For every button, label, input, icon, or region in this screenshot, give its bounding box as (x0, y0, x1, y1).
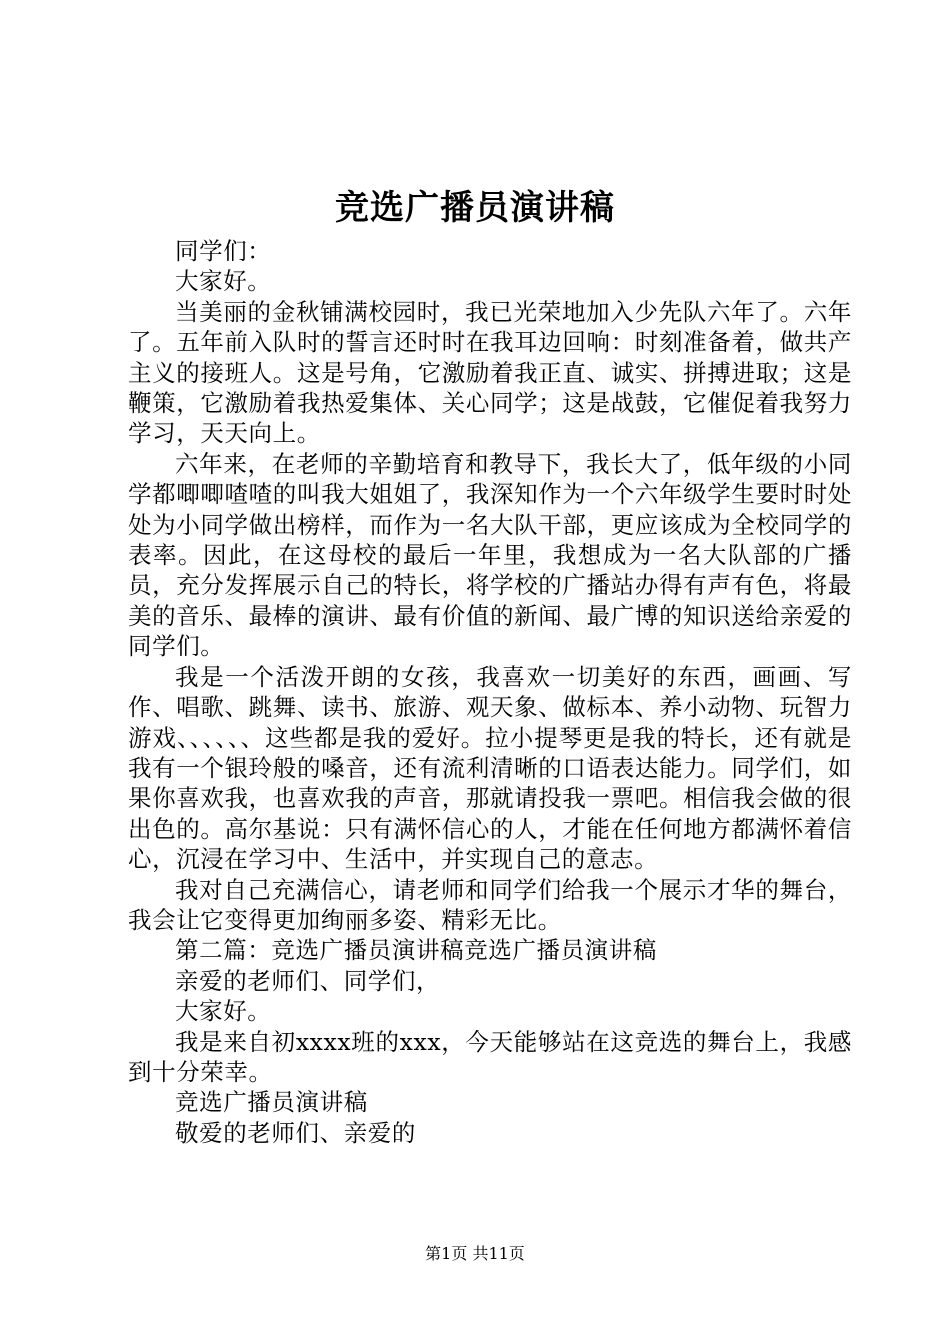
document-body (128, 236, 852, 1148)
paragraph: 大家好。 (175, 997, 272, 1026)
paragraph: 我是一个活泼开朗的女孩，我喜欢一切美好的东西，画画、写作、唱歌、跳舞、读书、旅游、观天象、做标本、养小动物、玩智力游戏、、、、、、这些都是我的爱好。拉小提琴更是我的特长，还有就是我有一个银玲般的嗓音，还有流利清晰的口语表达能力。同学们，如果你喜欢我，也喜欢我的声音，那就请投我一票吧。相信我会做的很出色的。高尔基说：只有满怀信心的人，才能在任何地方都满怀着信心，沉浸在学习中、生活中，并实现自己的意志。 (128, 662, 852, 874)
document-title: 竞选广播员演讲稿 (335, 188, 615, 228)
paragraph: 六年来，在老师的辛勤培育和教导下，我长大了，低年级的小同学都唧唧喳喳的叫我大姐姐了，我深知作为一个六年级学生要时时处处为小同学做出榜样，而作为一名大队干部，更应该成为全校同学的表率。因此，在这母校的最后一年里，我想成为一名大队部的广播员，充分发挥展示自己的特长，将学校的广播站办得有声有色，将最美的音乐、最棒的演讲、最有价值的新闻、最广博的知识送给亲爱的同学们。 (128, 449, 852, 661)
paragraph: 敬爱的老师们、亲爱的 (175, 1118, 416, 1147)
paragraph: 我对自己充满信心，请老师和同学们给我一个展示才华的舞台，我会让它变得更加绚丽多姿、精彩无比。 (128, 875, 852, 934)
paragraph: 亲爱的老师们、同学们， (175, 966, 441, 995)
paragraph: 当美丽的金秋铺满校园时，我已光荣地加入少先队六年了。六年了。五年前入队时的誓言还时时在我耳边回响：时刻准备着，做共产主义的接班人。这是号角，它激励着我正直、诚实、拼搏进取；这是鞭策，它激励着我热爱集体、关心同学；这是战鼓，它催促着我努力学习，天天向上。 (128, 297, 852, 448)
page-footer: 第1页 共11页 (425, 1244, 525, 1263)
paragraph: 同学们： (175, 237, 272, 265)
paragraph: 大家好。 (175, 267, 272, 296)
paragraph: 竞选广播员演讲稿 (175, 1088, 368, 1117)
paragraph: 我是来自初xxxx班的xxx，今天能够站在这竞选的舞台上，我感到十分荣幸。 (128, 1027, 852, 1086)
paragraph: 第二篇：竞选广播员演讲稿竞选广播员演讲稿 (175, 936, 657, 965)
